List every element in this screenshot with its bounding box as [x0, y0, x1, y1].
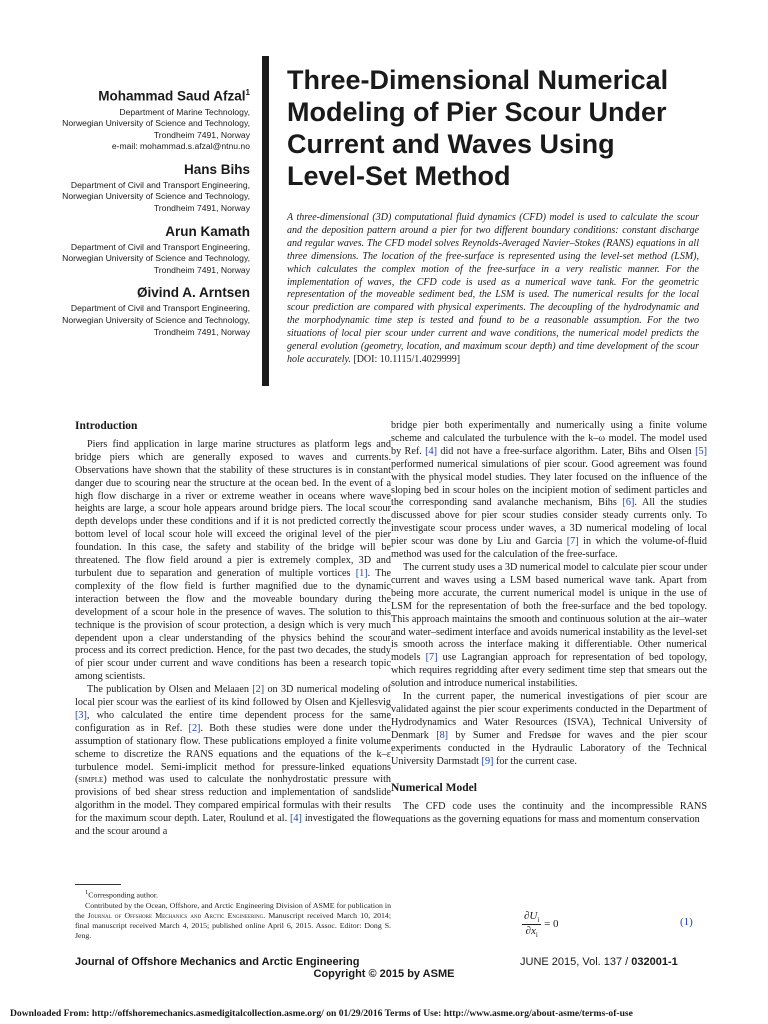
title-divider-bar — [262, 56, 269, 386]
citation-link[interactable]: [3] — [75, 709, 87, 721]
author-affiliation: Department of Civil and Transport Engineering, Norwegian University of Science and Technology, Trondheim 7491, Norway — [62, 241, 250, 275]
equation-number[interactable]: (1) — [680, 916, 693, 928]
citation-link[interactable]: [2] — [252, 684, 265, 696]
citation-link[interactable]: [8] — [436, 729, 449, 741]
author-name: Hans Bihs — [183, 161, 250, 177]
paragraph: In the current paper, the numerical investigations of pier scour are validated against the pier scour experiments conducted in the Department of Hydrodynamics and Water Resources (ISVA), Technical University of Denmark [8] by Sumer and Fredsøe for waves and the pier scour experiments conducted in the Hydraulic Laboratory of the Technical University Darmstadt [9] for the current case. — [391, 691, 707, 767]
paragraph: The publication by Olsen and Melaaen [2] on 3D numerical modeling of local pier scour was the earliest of its kind followed by Olsen and Kjellesvig [3], who calculated the entire time dependent process for the same configuration as in Ref. [2]. Both these studies were done under the assumption of stationary flow. These publications employed a finite volume scheme to discretize the RANS equations and the equations of the k–ε turbulence model. Semi-implicit method for pressure-linked equations (simple) method was used to calculate the nonhydrostatic pressure with provisions of bed shear stress reduction and implementation of sandslide algorithm in the model. They compared empirical formulas with their results for the maximum scour depth. Later, Roulund et al. [4] investigated the flow and the scour around a — [75, 684, 392, 838]
page-number: 032001-1 — [631, 956, 678, 968]
author-name: Øivind A. Arntsen — [136, 285, 250, 301]
footnotes — [75, 888, 391, 941]
paragraph: The current study uses a 3D numerical model to calculate pier scour under current and waves using a LSM based numerical wave tank. Apart from being more accurate, the current numerical model is unique in the use of LSM for the representation of both the free-surface and the bed topology. This approach maintains the smooth and continuous solution at the air–water and water–sediment interface and avoids numerical instability as the level-set is smooth across the interface making it differentiable. Other numerical models [7] use Lagrangian approach for representation of bed topology, which requires regridding after every sediment time step that smears out the solution and introduce numerical instabilities. — [391, 561, 707, 690]
equation-continuity: $\frac{\partial U_i}{\partial x_i}$ = 0 — [524, 910, 559, 940]
author-block — [60, 88, 250, 153]
author-email[interactable]: e-mail: mohammad.s.afzal@ntnu.no — [111, 141, 250, 152]
section-heading-numerical-model: Numerical Model — [391, 782, 477, 795]
citation-link[interactable]: [9] — [481, 755, 494, 767]
citation-link[interactable]: [7] — [425, 652, 438, 664]
paragraph: Piers find application in large marine structures as platform legs and bridge piers which are generally exposed to waves and currents. Observations have shown that the stability of these structures is in constant danger due to scouring near the structure at the ocean bed. In the event of a high flow discharge in a river or extreme weather in oceans where wave heights are large, a scour hole appears around bridge piers. The local scour depth develops under these conditions and if it is not predicted correctly the bottom level of local scour hole will exceed the original level of the pier foundation. In this case, the safety and stability of the bridge will be threatened. The flow field around a pier is extremely complex, 3D and turbulent due to separation and generation of multiple vortices [1]. The complexity of the flow field is further magnified due to the dynamic interaction between the flow and the moveable boundary during the development of a scour hole in the presence of waves. The solution to this technique is the provision of scour protection, a design which is very much dependent upon a clear understanding of the physics behind the scour process and its correct prediction. Hence, for the past two decades, the study of pier scour under current and wave conditions has been a research topic among scientists. — [75, 438, 392, 683]
right-column — [391, 420, 707, 827]
citation-link[interactable]: [4] — [290, 813, 302, 825]
footnote-corresponding: $^1$Corresponding author. — [85, 889, 158, 900]
author-list — [60, 88, 250, 347]
author-affiliation: Department of Marine Technology, Norwegian University of Science and Technology, Trondheim 7491, Norway e-mail: mohammad.s.afzal@ntnu.no — [60, 107, 250, 153]
footer-copyright: Copyright © 2015 by ASME — [313, 968, 455, 980]
abstract-text: A three-dimensional (3D) computational fluid dynamics (CFD) model is used to calculate the scour and the deposition pattern around a pier for two different boundary conditions: constant discharge and regular waves. The CFD model solves Reynolds-Averaged Navier–Stokes (RANS) equations in all three dimensions. The location of the free-surface is represented using the level-set method (LSM), which calculates the complex motion of the free-surface in a very realistic manner. For the implementation of waves, the CFD code is used as a numerical wave tank. For the geometric representation of the moveable sediment bed, the LSM is used. The numerical results for the local scour prediction are compared with physical experiments. The decoupling of the hydrodynamic and the morphodynamic time step is tested and found to be a reasonable assumption. For the two situations of local pier scour under current and wave conditions, the numerical model predicts the general evolution (geometry, location, and maximum scour depth) and time development of the scour hole accurately. — [287, 212, 699, 365]
author-block — [60, 285, 250, 338]
author-block — [60, 162, 250, 215]
citation-link[interactable]: [2] — [188, 722, 201, 734]
footnote-divider — [75, 884, 121, 885]
footer-issue-info: JUNE 2015, Vol. 137 / 032001-1 — [520, 956, 678, 968]
paper-title: Three-Dimensional Numerical Modeling of Pier Scour Under Current and Waves Using Level-Set Method — [287, 65, 669, 191]
footer-journal-name: Journal of Offshore Mechanics and Arctic Engineering — [75, 956, 360, 968]
section-heading-introduction: Introduction — [75, 420, 138, 432]
left-column — [75, 420, 391, 839]
citation-link[interactable]: [1] — [355, 567, 368, 579]
abstract — [287, 212, 699, 367]
footnote-contribution: Contributed by the Ocean, Offshore, and Arctic Engineering Division of ASME for publication in the Journal of Offshore Mechanics and Arctic Engineering. Manuscript received March 10, 2014; final manuscript received March 4, 2015; published online April 6, 2015. Assoc. Editor: Dong S. Jeng. — [75, 900, 391, 940]
author-name: Mohammad Saud Afzal$^1$ — [98, 88, 250, 104]
author-name: Arun Kamath — [165, 223, 250, 239]
citation-link[interactable]: [5] — [695, 445, 707, 457]
citation-link[interactable]: [6] — [622, 497, 635, 509]
download-notice: Downloaded From: http://offshoremechanics.asmedigitalcollection.asme.org/ on 01/29/2016 Terms of Use: http://www.asme.org/about-asme/terms-of-use — [10, 1008, 633, 1019]
citation-link[interactable]: [7] — [566, 536, 579, 548]
citation-link[interactable]: [4] — [425, 445, 438, 457]
paragraph: The CFD code uses the continuity and the incompressible RANS equations as the governing equations for mass and momentum conservation — [391, 801, 707, 826]
author-affiliation: Department of Civil and Transport Engineering, Norwegian University of Science and Technology, Trondheim 7491, Norway — [62, 303, 250, 337]
doi-link[interactable]: [DOI: 10.1115/1.4029999] — [353, 353, 461, 365]
author-affiliation: Department of Civil and Transport Engineering, Norwegian University of Science and Technology, Trondheim 7491, Norway — [62, 179, 250, 214]
author-block — [60, 224, 250, 277]
paragraph: bridge pier both experimentally and numerically using a finite volume scheme and calculated the turbulence with the k–ω model. The model used by Ref. [4] did not have a free-surface algorithm. Later, Bihs and Olsen [5] performed numerical simulations of pier scour. Good agreement was found with the physical model studies. They later focused on the influence of the sloping bed in scour holes on the incipient motion of sediment particles and the corresponding sand avalanche mechanism, Bihs [6]. All the studies discussed above for pier scour studies consider steady currents only. To investigate scour process under waves, a 3D numerical modeling of local pier scour was done by Liu and Garcia [7] in which the volume-of-fluid method was used for the calculation of the free-surface. — [391, 420, 708, 561]
